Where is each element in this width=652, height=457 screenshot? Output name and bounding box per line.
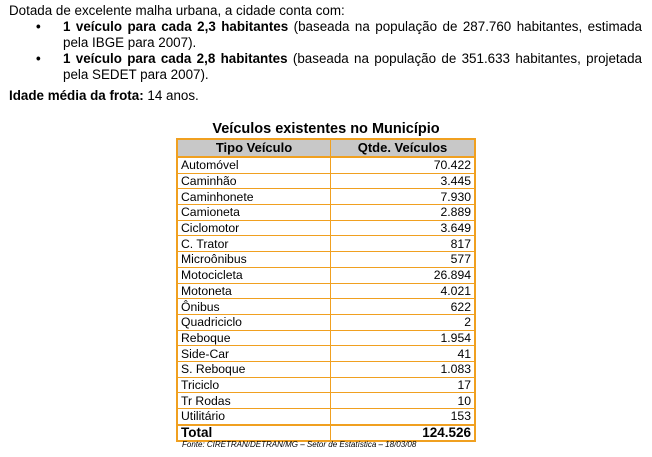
table-row — [177, 299, 475, 315]
table-row — [177, 361, 475, 377]
table-row — [177, 409, 475, 425]
vehicle-qty-cell: 26.894 — [331, 267, 476, 283]
vehicle-type-cell: Side-Car — [177, 346, 331, 362]
total-value: 124.526 — [331, 425, 476, 442]
vehicle-qty-cell: 7.930 — [331, 189, 476, 205]
bullet-strong: 1 veículo para cada 2,8 habitantes — [63, 51, 288, 66]
vehicle-type-cell: Ciclomotor — [177, 220, 331, 236]
source-note: Fonte: CIRETRAN/DETRAN/MG – Setor de Estatística – 18/03/08 — [182, 440, 417, 449]
table-row — [177, 346, 475, 362]
table-title: Veículos existentes no Município — [212, 121, 440, 137]
vehicle-qty-cell: 10 — [331, 393, 476, 409]
vehicle-type-cell: Ônibus — [177, 299, 331, 315]
vehicle-type-cell: Caminhão — [177, 173, 331, 189]
vehicle-qty-cell: 622 — [331, 299, 476, 315]
vehicle-qty-cell: 4.021 — [331, 283, 476, 299]
table-row — [177, 314, 475, 330]
table-row — [177, 173, 475, 189]
table-row — [177, 393, 475, 409]
bullet-item — [36, 19, 642, 51]
table-row — [177, 205, 475, 221]
bullet-item — [36, 51, 642, 83]
table-row — [177, 377, 475, 393]
column-header-qty: Qtde. Veículos — [331, 139, 476, 157]
vehicles-table — [176, 138, 476, 442]
vehicle-type-cell: Motocicleta — [177, 267, 331, 283]
vehicle-type-cell: Quadriciclo — [177, 314, 331, 330]
bullet-rest: (baseada na população de 287.760 habitantes, estimada pela IBGE para 2007). — [63, 19, 642, 50]
table-header-row — [177, 139, 475, 157]
vehicle-qty-cell: 3.445 — [331, 173, 476, 189]
table-total-row — [177, 425, 475, 442]
vehicle-qty-cell: 1.954 — [331, 330, 476, 346]
bullet-strong: 1 veículo para cada 2,3 habitantes — [63, 19, 289, 34]
table-row — [177, 157, 475, 173]
table-row — [177, 267, 475, 283]
vehicle-type-cell: Motoneta — [177, 283, 331, 299]
total-label: Total — [177, 425, 331, 442]
vehicle-type-cell: C. Trator — [177, 236, 331, 252]
bullet-dot-icon: • — [36, 51, 41, 66]
vehicle-qty-cell: 3.649 — [331, 220, 476, 236]
vehicle-qty-cell: 1.083 — [331, 361, 476, 377]
vehicle-type-cell: Reboque — [177, 330, 331, 346]
vehicle-qty-cell: 70.422 — [331, 157, 476, 173]
vehicle-qty-cell: 17 — [331, 377, 476, 393]
fleet-age-value: 14 anos. — [143, 88, 199, 103]
vehicle-type-cell: S. Reboque — [177, 361, 331, 377]
vehicle-type-cell: Microônibus — [177, 252, 331, 268]
vehicle-type-cell: Tr Rodas — [177, 393, 331, 409]
table-row — [177, 330, 475, 346]
bullet-list — [36, 19, 642, 83]
table-row — [177, 252, 475, 268]
table-row — [177, 236, 475, 252]
vehicle-type-cell: Triciclo — [177, 377, 331, 393]
vehicle-qty-cell: 2 — [331, 314, 476, 330]
bullet-dot-icon: • — [36, 19, 41, 34]
vehicle-qty-cell: 577 — [331, 252, 476, 268]
vehicle-qty-cell: 2.889 — [331, 205, 476, 221]
table-row — [177, 220, 475, 236]
fleet-age-label: Idade média da frota: — [9, 88, 144, 103]
bullet-rest: (baseada na população de 351.633 habitantes, projetada pela SEDET para 2007). — [63, 51, 642, 82]
vehicle-type-cell: Automóvel — [177, 157, 331, 173]
vehicle-qty-cell: 817 — [331, 236, 476, 252]
vehicle-type-cell: Caminhonete — [177, 189, 331, 205]
vehicle-type-cell: Camioneta — [177, 205, 331, 221]
fleet-age — [9, 88, 199, 104]
vehicle-type-cell: Utilitário — [177, 409, 331, 425]
vehicle-qty-cell: 41 — [331, 346, 476, 362]
table-row — [177, 189, 475, 205]
intro-text: Dotada de excelente malha urbana, a cidade conta com: — [9, 3, 345, 18]
vehicle-qty-cell: 153 — [331, 409, 476, 425]
table-row — [177, 283, 475, 299]
column-header-type: Tipo Veículo — [177, 139, 331, 157]
